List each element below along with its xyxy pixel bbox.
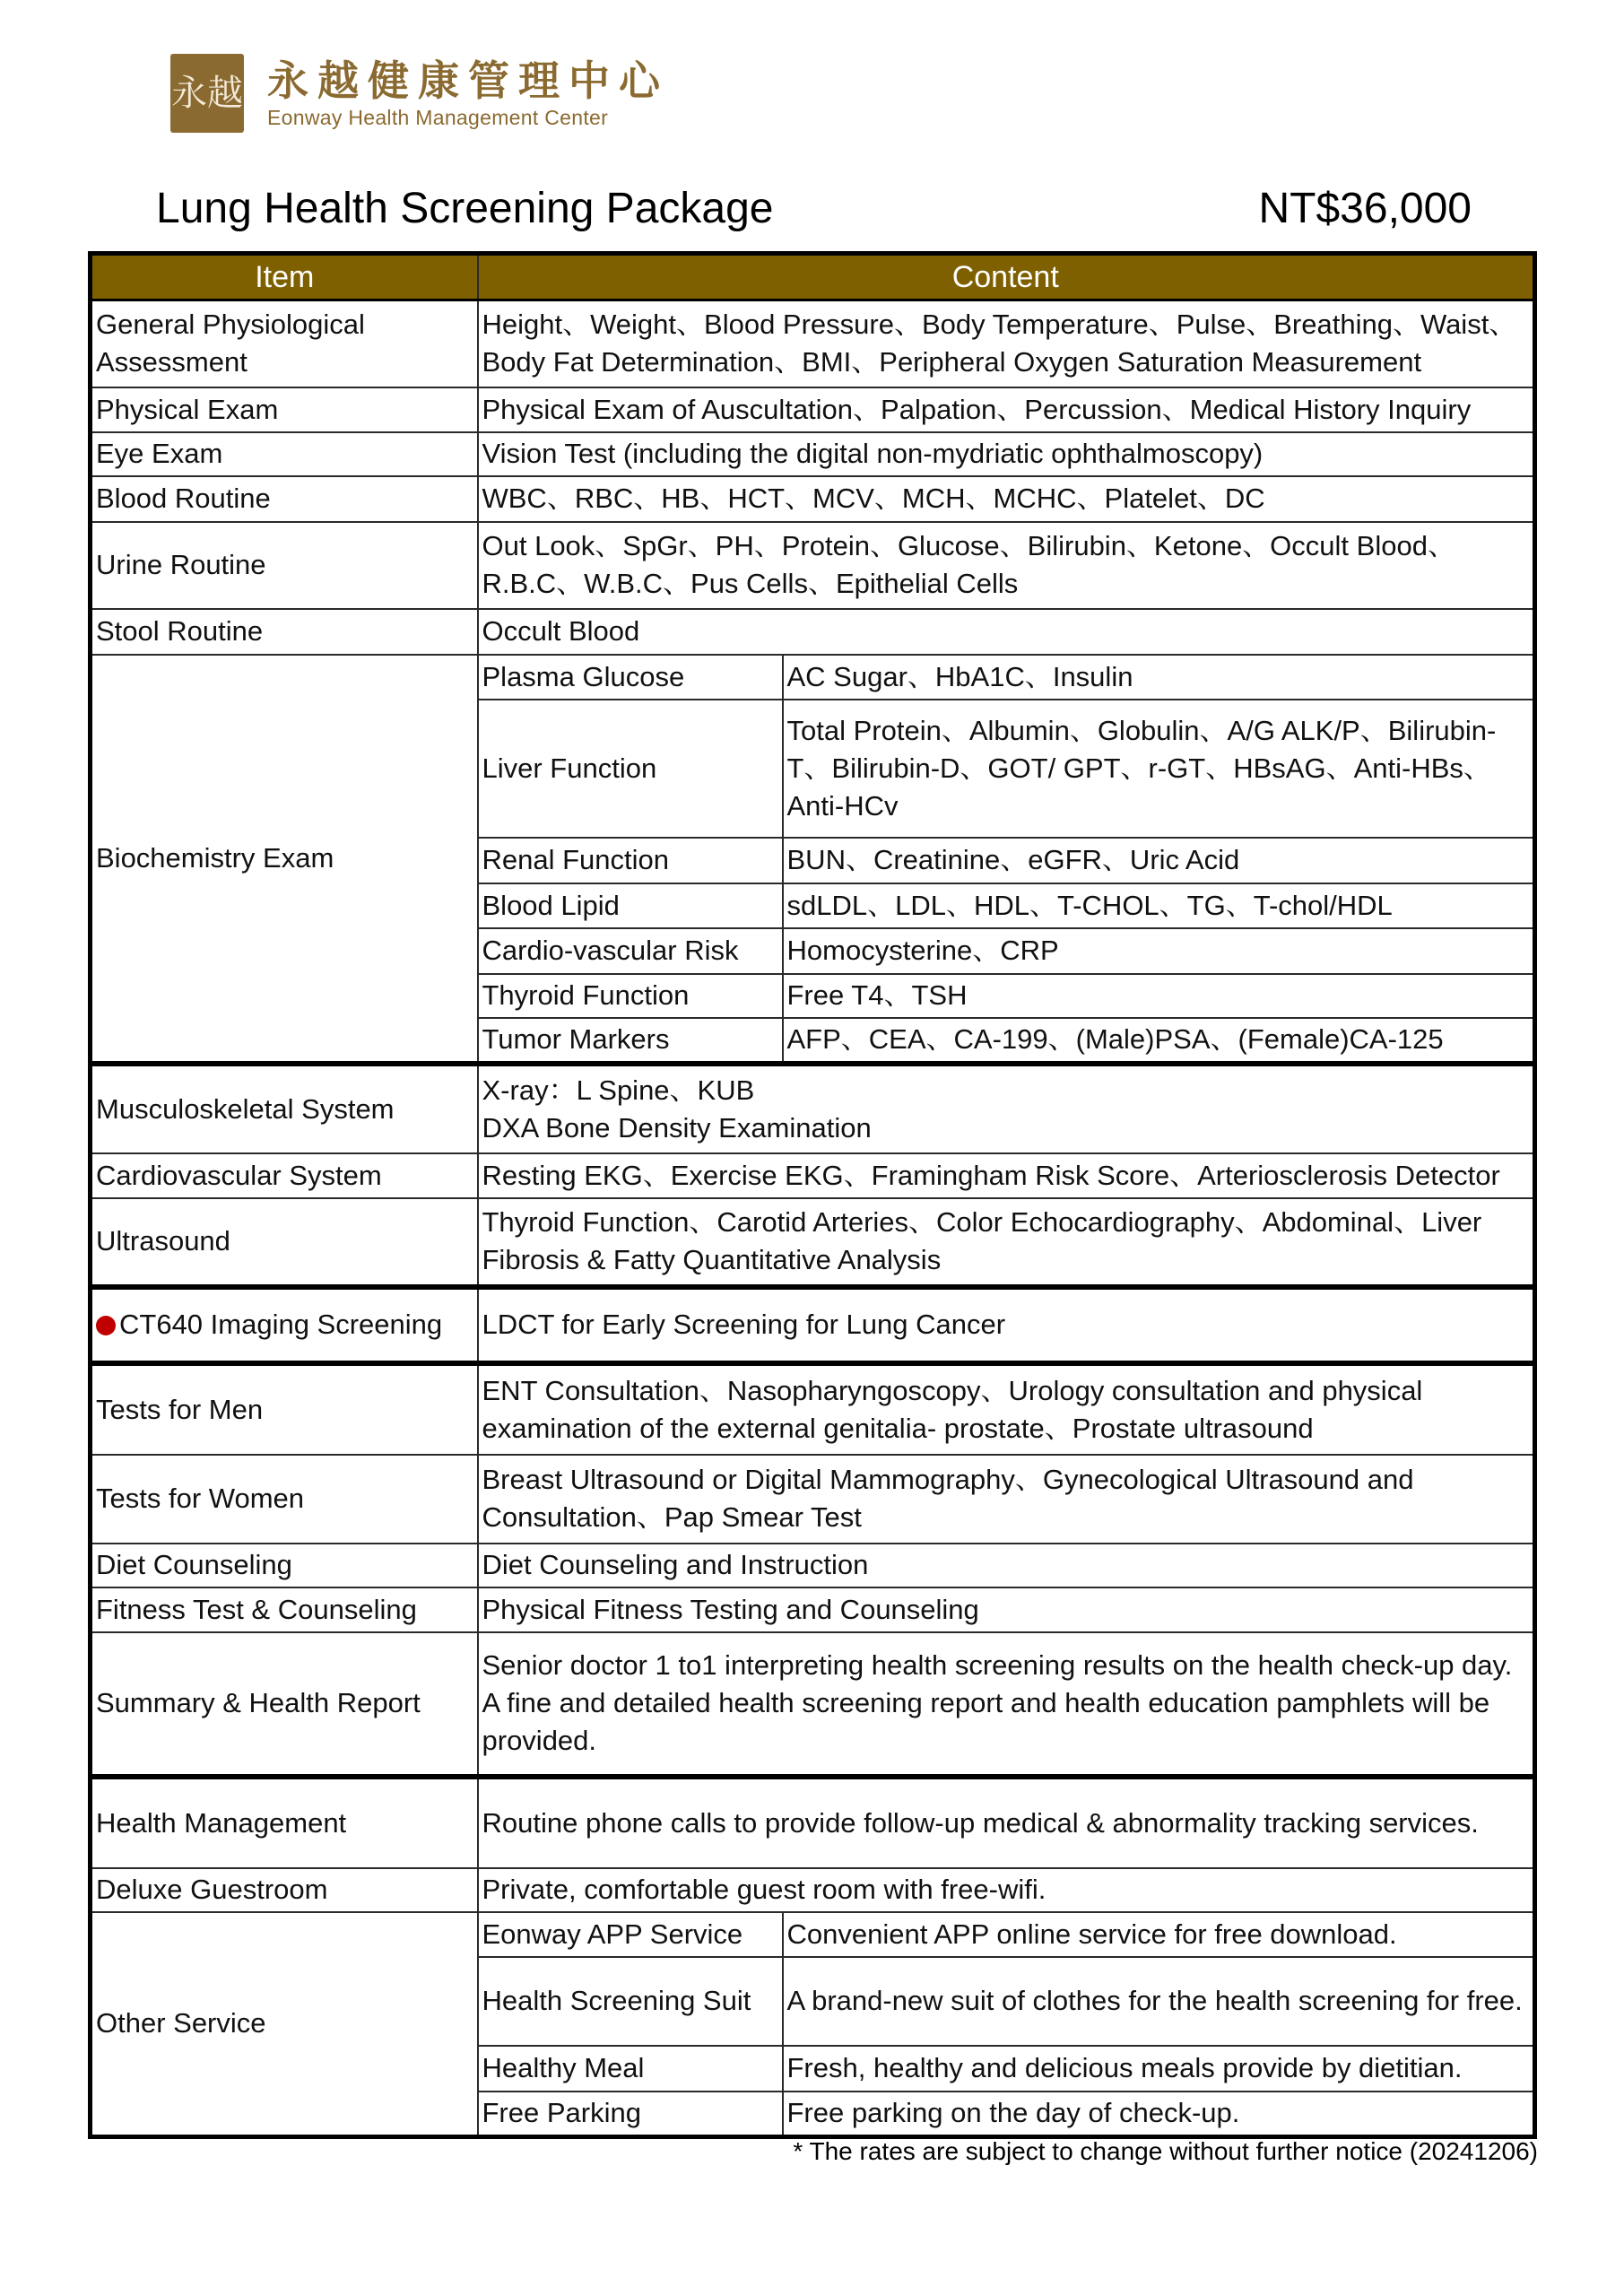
row-content: Resting EKG、Exercise EKG、Framingham Risk Score、Arteriosclerosis Detector <box>478 1153 1535 1198</box>
table-row <box>91 1544 1535 1587</box>
table-row <box>91 1064 1535 1153</box>
table-row <box>91 655 1535 700</box>
row-item: Physical Exam <box>91 387 478 432</box>
sub-item: Thyroid Function <box>478 974 783 1018</box>
sub-content: Fresh, healthy and delicious meals provide by dietitian. <box>783 2046 1535 2092</box>
row-item: Tests for Men <box>91 1363 478 1455</box>
row-item: Biochemistry Exam <box>91 655 478 1064</box>
sub-content: AC Sugar、HbA1C、Insulin <box>783 655 1535 700</box>
row-item: Other Service <box>91 1912 478 2137</box>
sub-item: Tumor Markers <box>478 1018 783 1064</box>
sub-item: Free Parking <box>478 2092 783 2137</box>
sub-item: Plasma Glucose <box>478 655 783 700</box>
table-row <box>91 1587 1535 1632</box>
row-content-line: DXA Bone Density Examination <box>482 1111 872 1144</box>
sub-content: BUN、Creatinine、eGFR、Uric Acid <box>783 838 1535 883</box>
row-item: Diet Counseling <box>91 1544 478 1587</box>
row-content: Physical Fitness Testing and Counseling <box>478 1587 1535 1632</box>
table-row <box>91 432 1535 476</box>
table-header-row <box>91 254 1535 300</box>
table-row <box>91 300 1535 387</box>
sub-item: Renal Function <box>478 838 783 883</box>
row-content: Out Look、SpGr、PH、Protein、Glucose、Bilirubin、Ketone、Occult Blood、R.B.C、W.B.C、Pus Cells、Epithelial Cells <box>478 522 1535 609</box>
sub-content: Total Protein、Albumin、Globulin、A/G ALK/P、Bilirubin-T、Bilirubin-D、GOT/ GPT、r-GT、HBsAG、Anti-HBs、Anti-HCv <box>783 700 1535 838</box>
footnote: * The rates are subject to change without further notice (20241206) <box>793 2137 1538 2165</box>
row-item: Fitness Test & Counseling <box>91 1587 478 1632</box>
row-content <box>478 1064 1535 1153</box>
sub-content: Convenient APP online service for free download. <box>783 1912 1535 1957</box>
row-content: Height、Weight、Blood Pressure、Body Temperature、Pulse、Breathing、Waist、Body Fat Determination、BMI、Peripheral Oxygen Saturation Measurement <box>478 300 1535 387</box>
table-row <box>91 1363 1535 1455</box>
row-item: Summary & Health Report <box>91 1632 478 1777</box>
row-item: Health Management <box>91 1777 478 1868</box>
table-row <box>91 1198 1535 1287</box>
row-content: Private, comfortable guest room with free-wifi. <box>478 1868 1535 1912</box>
package-table <box>88 251 1537 2139</box>
row-content: Vision Test (including the digital non-mydriatic ophthalmoscopy) <box>478 432 1535 476</box>
row-item: Ultrasound <box>91 1198 478 1287</box>
row-item: Musculoskeletal System <box>91 1064 478 1153</box>
row-content-line: X-ray：L Spine、KUB <box>482 1074 755 1106</box>
row-content: LDCT for Early Screening for Lung Cancer <box>478 1287 1535 1363</box>
row-content: Breast Ultrasound or Digital Mammography、Gynecological Ultrasound and Consultation、Pap Smear Test <box>478 1455 1535 1544</box>
row-item <box>91 1287 478 1363</box>
row-content: ENT Consultation、Nasopharyngoscopy、Urology consultation and physical examination of the external genitalia- prostate、Prostate ultrasound <box>478 1363 1535 1455</box>
table-row <box>91 1777 1535 1868</box>
row-content: Routine phone calls to provide follow-up medical & abnormality tracking services. <box>478 1777 1535 1868</box>
row-content: Physical Exam of Auscultation、Palpation、Percussion、Medical History Inquiry <box>478 387 1535 432</box>
logo-name-chinese: 永越健康管理中心 <box>267 57 669 105</box>
row-item: Cardiovascular System <box>91 1153 478 1198</box>
red-dot-icon <box>96 1316 116 1335</box>
table-row <box>91 522 1535 609</box>
table-row <box>91 387 1535 432</box>
header-item: Item <box>91 254 478 300</box>
row-content: Senior doctor 1 to1 interpreting health screening results on the health check-up day. A fine and detailed health screening report and health education pamphlets will be provided. <box>478 1632 1535 1777</box>
table-row <box>91 1632 1535 1777</box>
table-row <box>91 476 1535 522</box>
sub-content: Free T4、TSH <box>783 974 1535 1018</box>
sub-content: AFP、CEA、CA-199、(Male)PSA、(Female)CA-125 <box>783 1018 1535 1064</box>
row-item-label: CT640 Imaging Screening <box>119 1309 443 1340</box>
sub-item: Eonway APP Service <box>478 1912 783 1957</box>
row-item: Tests for Women <box>91 1455 478 1544</box>
table-row <box>91 1455 1535 1544</box>
sub-item: Blood Lipid <box>478 883 783 928</box>
row-item: General Physiological Assessment <box>91 300 478 387</box>
logo-name-english: Eonway Health Management Center <box>267 106 609 129</box>
package-price: NT$36,000 <box>1258 185 1472 232</box>
row-item: Stool Routine <box>91 609 478 655</box>
table-row <box>91 1868 1535 1912</box>
table-row <box>91 1912 1535 1957</box>
sub-item: Cardio-vascular Risk <box>478 928 783 974</box>
table-row <box>91 1153 1535 1198</box>
logo-mark-icon: 永越 <box>170 54 244 133</box>
package-title: Lung Health Screening Package <box>156 185 774 232</box>
sub-content: sdLDL、LDL、HDL、T-CHOL、TG、T-chol/HDL <box>783 883 1535 928</box>
row-item: Deluxe Guestroom <box>91 1868 478 1912</box>
row-content: Diet Counseling and Instruction <box>478 1544 1535 1587</box>
sub-content: Homocysterine、CRP <box>783 928 1535 974</box>
sub-content: Free parking on the day of check-up. <box>783 2092 1535 2137</box>
table-row-ct <box>91 1287 1535 1363</box>
row-content: Thyroid Function、Carotid Arteries、Color Echocardiography、Abdominal、Liver Fibrosis & Fatty Quantitative Analysis <box>478 1198 1535 1287</box>
sub-item: Liver Function <box>478 700 783 838</box>
row-item: Urine Routine <box>91 522 478 609</box>
sub-item: Health Screening Suit <box>478 1957 783 2046</box>
row-item: Blood Routine <box>91 476 478 522</box>
sub-item: Healthy Meal <box>478 2046 783 2092</box>
logo <box>170 54 669 133</box>
row-item: Eye Exam <box>91 432 478 476</box>
row-content: WBC、RBC、HB、HCT、MCV、MCH、MCHC、Platelet、DC <box>478 476 1535 522</box>
row-content: Occult Blood <box>478 609 1535 655</box>
sub-content: A brand-new suit of clothes for the health screening for free. <box>783 1957 1535 2046</box>
table-row <box>91 609 1535 655</box>
header-content: Content <box>478 254 1535 300</box>
